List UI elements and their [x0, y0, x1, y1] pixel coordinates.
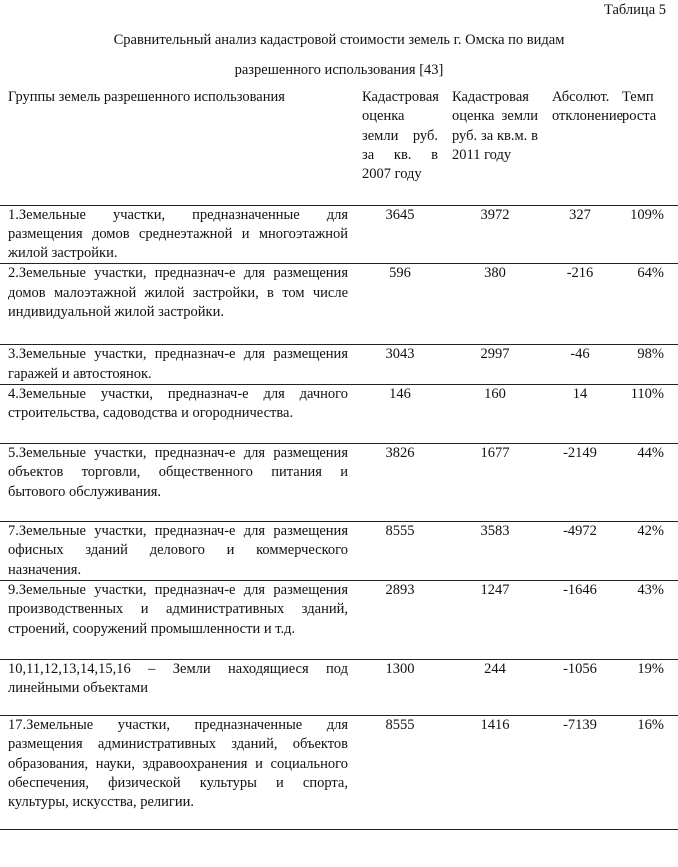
header-group: Группы земель разрешенного использования: [8, 89, 285, 105]
row-value-2007: 8555: [348, 521, 438, 580]
row-value-2011: 380: [438, 264, 538, 345]
table-caption-line2: разрешенного использования [43]: [234, 62, 444, 78]
table-row: [0, 205, 678, 264]
table-header-row: [0, 88, 678, 205]
row-abs-deviation: -7139: [538, 715, 608, 829]
row-value-2011: 3972: [438, 205, 538, 264]
table-row: [0, 715, 678, 829]
header-2007: Кадастровая оценка земли руб. за кв. в 2007 году: [362, 89, 439, 183]
row-value-2007: 1300: [348, 659, 438, 715]
row-growth-rate: 42%: [608, 521, 678, 580]
row-group: 7.Земельные участки, предназнач-е для размещения офисных зданий делового и коммерческого назначения.: [0, 521, 348, 580]
row-value-2007: 8555: [348, 715, 438, 829]
land-value-table: [0, 88, 678, 830]
row-value-2007: 146: [348, 384, 438, 443]
row-value-2011: 3583: [438, 521, 538, 580]
row-group: 1.Земельные участки, предназначенные для размещения домов среднеэтажной и многоэтажной жилой застройки.: [0, 205, 348, 264]
row-value-2007: 2893: [348, 580, 438, 659]
row-group: 10,11,12,13,14,15,16 – Земли находящиеся под линейными объектами: [0, 659, 348, 715]
row-growth-rate: 64%: [608, 264, 678, 345]
row-value-2007: 3043: [348, 345, 438, 385]
table-row: [0, 264, 678, 345]
table-row: [0, 384, 678, 443]
row-group: 4.Земельные участки, предназнач-е для дачного строительства, садоводства и огородничества.: [0, 384, 348, 443]
row-abs-deviation: 327: [538, 205, 608, 264]
table-caption: Сравнительный анализ кадастровой стоимости земель г. Омска по видам: [113, 32, 565, 48]
row-abs-deviation: -1056: [538, 659, 608, 715]
row-value-2007: 3826: [348, 443, 438, 521]
row-abs-deviation: -1646: [538, 580, 608, 659]
row-value-2007: 596: [348, 264, 438, 345]
row-growth-rate: 19%: [608, 659, 678, 715]
row-group: 17.Земельные участки, предназначенные для размещения административных зданий, объектов образования, науки, здравоохранения и социального обеспечения, физической культуры и спорта, культуры, искусства, религии.: [0, 715, 348, 829]
row-growth-rate: 16%: [608, 715, 678, 829]
header-2011: Кадастровая оценка земли руб. за кв.м. в 2011 году: [452, 89, 538, 163]
row-abs-deviation: 14: [538, 384, 608, 443]
row-growth-rate: 109%: [608, 205, 678, 264]
table-row: [0, 580, 678, 659]
table-row: [0, 345, 678, 385]
header-rate: Темп роста: [622, 89, 657, 125]
row-group: 3.Земельные участки, предназнач-е для размещения гаражей и автостоянок.: [0, 345, 348, 385]
row-group: 9.Земельные участки, предназнач-е для размещения производственных и административных зданий, строений, сооружений промышленности и т.д.: [0, 580, 348, 659]
table-row: [0, 443, 678, 521]
row-value-2011: 2997: [438, 345, 538, 385]
row-growth-rate: 43%: [608, 580, 678, 659]
row-abs-deviation: -4972: [538, 521, 608, 580]
table-row: [0, 521, 678, 580]
row-growth-rate: 98%: [608, 345, 678, 385]
row-value-2011: 244: [438, 659, 538, 715]
row-growth-rate: 44%: [608, 443, 678, 521]
row-group: 5.Земельные участки, предназнач-е для размещения объектов торговли, общественного питания и бытового обслуживания.: [0, 443, 348, 521]
row-value-2011: 1247: [438, 580, 538, 659]
row-group: 2.Земельные участки, предназнач-е для размещения домов малоэтажной жилой застройки, в том числе индивидуальной жилой застройки.: [0, 264, 348, 345]
header-abs: Абсолют. отклонение: [552, 89, 624, 125]
row-value-2007: 3645: [348, 205, 438, 264]
row-abs-deviation: -216: [538, 264, 608, 345]
row-value-2011: 1677: [438, 443, 538, 521]
table-row: [0, 659, 678, 715]
table-number: Таблица 5: [603, 2, 666, 18]
row-value-2011: 1416: [438, 715, 538, 829]
row-abs-deviation: -2149: [538, 443, 608, 521]
row-value-2011: 160: [438, 384, 538, 443]
row-growth-rate: 110%: [608, 384, 678, 443]
row-abs-deviation: -46: [538, 345, 608, 385]
